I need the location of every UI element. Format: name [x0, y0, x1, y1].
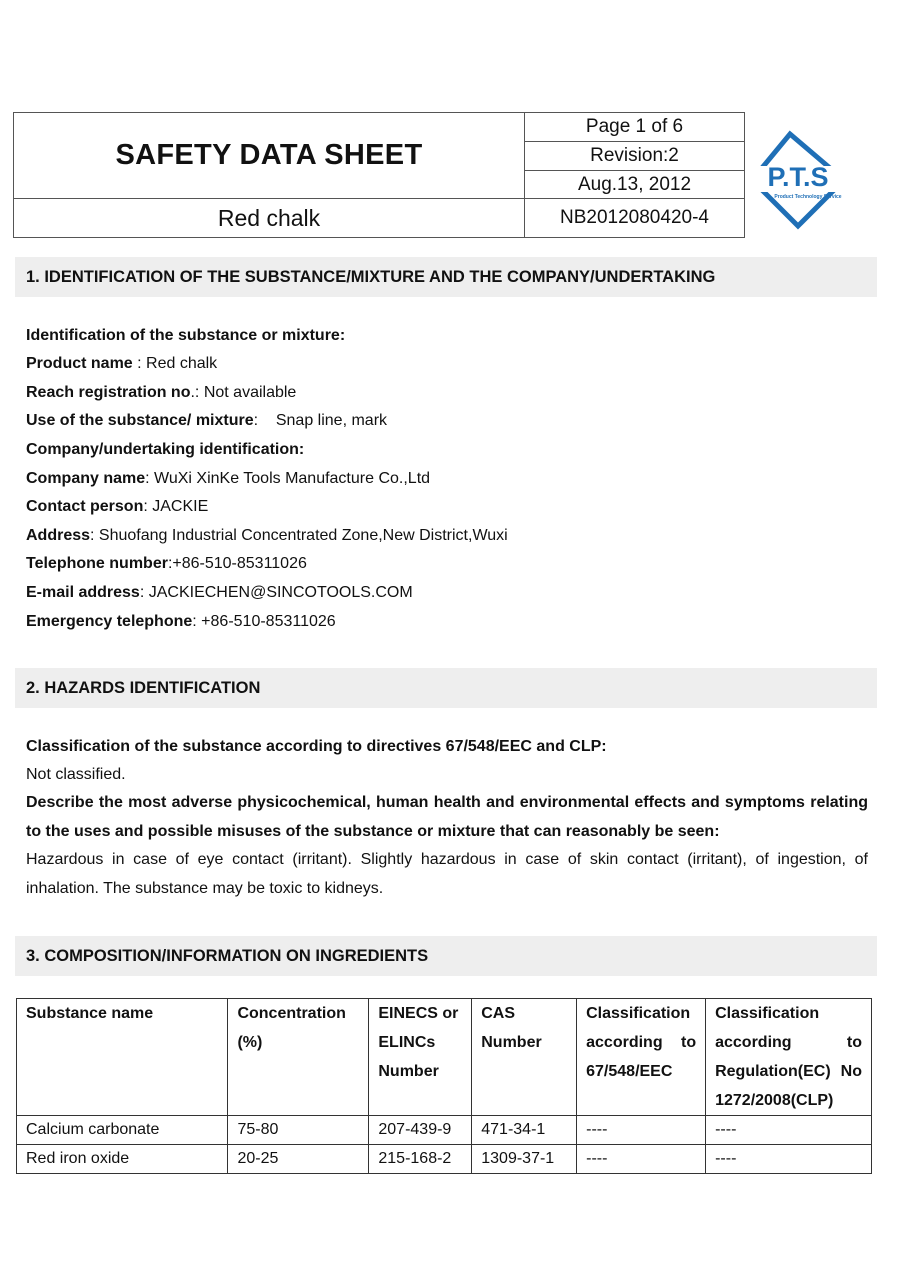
pts-logo-icon [748, 130, 848, 230]
use-line: Use of the substance/ mixture: Snap line, mark [26, 412, 388, 429]
column-header: Classification according to 67/548/EEC [577, 999, 706, 1116]
classification-heading: Classification of the substance according to directives 67/548/EEC and CLP: [26, 738, 607, 755]
column-header: Classification according to Regulation(EC) No 1272/2008(CLP) [706, 999, 872, 1116]
revision: Revision:2 [525, 142, 744, 171]
section1-heading: 1. IDENTIFICATION OF THE SUBSTANCE/MIXTURE AND THE COMPANY/UNDERTAKING [15, 257, 877, 297]
telephone-line: Telephone number:+86-510-85311026 [26, 555, 307, 572]
classification-value: Not classified. [26, 766, 126, 783]
product-title: Red chalk [14, 199, 525, 237]
document-title: SAFETY DATA SHEET [14, 113, 525, 199]
table-cell: ---- [706, 1145, 872, 1174]
describe-value: Hazardous in case of eye contact (irritant). Slightly hazardous in case of skin contact (irritant), of ingestion, of inhalation. The substance may be toxic to kidneys. [26, 851, 868, 897]
issue-date: Aug.13, 2012 [525, 171, 744, 199]
table-header-row [17, 999, 872, 1116]
logo-subtitle: Product Technology Service [774, 194, 842, 200]
table-cell: 75-80 [228, 1116, 369, 1145]
contact-line: Contact person: JACKIE [26, 498, 209, 515]
table-cell: 471-34-1 [472, 1116, 577, 1145]
header-table [13, 112, 745, 238]
company-heading: Company/undertaking identification: [26, 441, 305, 458]
table-row [17, 1145, 872, 1174]
column-header: CAS Number [472, 999, 577, 1116]
address-line: Address: Shuofang Industrial Concentrated Zone,New District,Wuxi [26, 527, 508, 544]
column-header: EINECS or ELINCs Number [369, 999, 472, 1116]
page-number: Page 1 of 6 [525, 113, 744, 142]
product-name-line: Product name : Red chalk [26, 355, 218, 372]
company-name-line: Company name: WuXi XinKe Tools Manufacture Co.,Ltd [26, 470, 431, 487]
reach-line: Reach registration no.: Not available [26, 384, 297, 401]
email-line: E-mail address: JACKIECHEN@SINCOTOOLS.COM [26, 584, 413, 601]
emergency-line: Emergency telephone: +86-510-85311026 [26, 613, 336, 630]
identification-heading: Identification of the substance or mixture: [26, 327, 346, 344]
table-cell: ---- [577, 1116, 706, 1145]
section3-heading: 3. COMPOSITION/INFORMATION ON INGREDIENTS [15, 936, 877, 976]
table-cell: 215-168-2 [369, 1145, 472, 1174]
section2-heading: 2. HAZARDS IDENTIFICATION [15, 668, 877, 708]
table-cell: 207-439-9 [369, 1116, 472, 1145]
table-cell: 20-25 [228, 1145, 369, 1174]
logo-text: P.T.S [767, 162, 829, 192]
column-header: Substance name [17, 999, 228, 1116]
table-cell: ---- [706, 1116, 872, 1145]
describe-heading: Describe the most adverse physicochemical, human health and environmental effects and symptoms relating to the uses and possible misuses of the substance or mixture that can reasonably be seen: [26, 794, 868, 840]
composition-table [16, 998, 872, 1174]
table-row [17, 1116, 872, 1145]
table-cell: Calcium carbonate [17, 1116, 228, 1145]
table-cell: 1309-37-1 [472, 1145, 577, 1174]
table-cell: ---- [577, 1145, 706, 1174]
table-cell: Red iron oxide [17, 1145, 228, 1174]
column-header: Concentration (%) [228, 999, 369, 1116]
report-number: NB2012080420-4 [560, 207, 709, 228]
